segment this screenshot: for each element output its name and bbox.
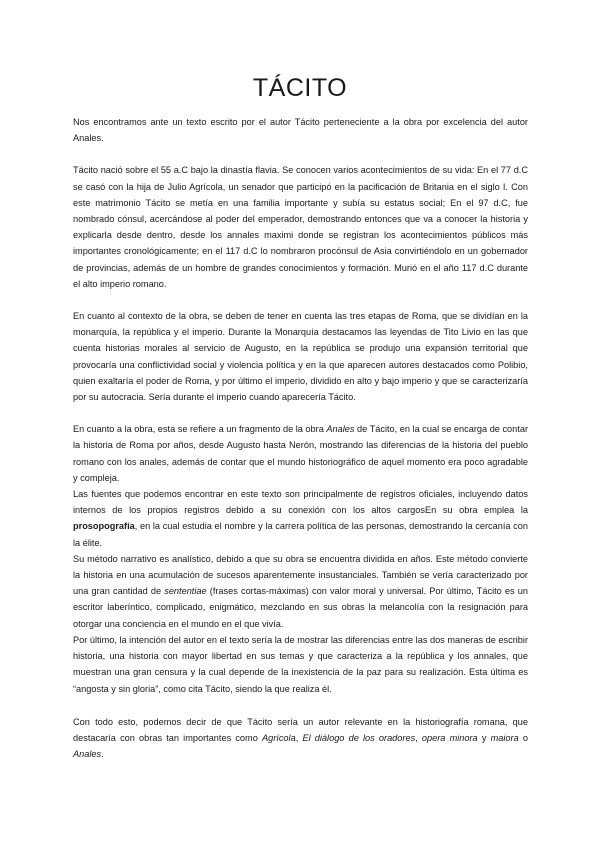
conclusion-separator: y (477, 732, 491, 743)
work-paragraph (73, 421, 528, 486)
conclusion-separator: , (415, 732, 422, 743)
sources-paragraph (73, 486, 528, 551)
method-paragraph (73, 551, 528, 632)
conclusion-work-agricola: Agrícola (261, 732, 296, 743)
work-title-anales: Anales (326, 424, 355, 435)
conclusion-work-dialogo: El diálogo de los oradores (302, 732, 416, 743)
page-title: TÁCITO (252, 74, 348, 102)
context-paragraph: En cuanto al contexto de la obra, se deben de tener en cuenta las tres etapas de Roma, que se dividían en la monarquía, la república y el imperio. Durante la Monarquía destacamos las leyendas de Tito Livio en las que cuenta historias morales al servicio de Augusto, en la república se produjo una expansión territorial que provocaría una conflictividad social y violencia política y en la que aparecen autores destacados como Polibio, quien exaltaría el poder de Roma, y por último el imperio, dividido en alto y bajo imperio y que se caracterizaría por su autocracia. Sería durante el imperio cuando aparecería Tácito. (73, 311, 528, 403)
sources-bold-term: prosopografía (73, 521, 135, 532)
conclusion-work-anales: Anales (73, 749, 102, 760)
sources-text-before: Las fuentes que podemos encontrar en este texto son principalmente de registros oficiales, incluyendo datos internos de los propios registros debido a su conexión con los altos cargosEn su obra emplea la (73, 489, 528, 516)
conclusion-separator: , (295, 732, 303, 743)
work-text-after: de Tácito, en la cual se encarga de contar la historia de Roma por años, desde Augusto hasta Nerón, mostrando las diferencias de la historia del pueblo romano con los anales, además de contar que el mundo historiográfico de aquel momento era poco agradable y compleja. (73, 424, 529, 483)
biography-paragraph: Tácito nació sobre el 55 a.C bajo la dinastía flavia. Se conocen varios acontecimientos de su vida: En el 77 d.C se casó con la hija de Julio Agrícola, un senador que participó en la pacificación de Britania en el siglo I. Con este matrimonio Tácito se metía en una familia importante y subía su estatus social; En el 97 d.C, fue nombrado cónsul, acercándose al poder del emperador, demostrando entonces que va a conocer la historia y explicarla desde dentro, desde los annales maximi donde se registran los acontecimientos públicos más importantes cronológicamente; en el 117 d.C lo nombraron procónsul de Asia convirtiéndolo en un gobernador de provincias, además de un hombre de grandes conocimientos y formación. Murió en el año 117 d.C durante el alto imperio romano. (73, 165, 528, 289)
conclusion-separator: o (518, 732, 529, 743)
conclusion-work-opera-minora: opera minora (421, 732, 478, 743)
intention-paragraph: Por último, la intención del autor en el texto sería la de mostrar las diferencias entre las dos maneras de escribir historia, una historia con mayor libertad en sus temas y que caracteriza a la república y los annales, que muestran una gran censura y la cual depende de la inexistencia de la paz para su realización. Esta última es “angosta y sin gloria”, como cita Tácito, siendo la que realiza él. (73, 634, 529, 694)
document-body (73, 114, 528, 762)
method-text-before: Su método narrativo es analístico, debido a que su obra se encuentra dividida en años. Este método convierte la historia en una acumulación de sucesos aparentemente insustanciales. También se vería caracterizado por una gran cantidad de (73, 553, 528, 597)
work-text-before: En cuanto a la obra, esta se refiere a un fragmento de la obra (73, 424, 327, 435)
method-text-after: (frases cortas-máximas) con valor moral y universal. Por último, Tácito es un escritor laberíntico, complicado, enigmático, mezclando en sus obras la melancolía con la resignación para otorgar una conciencia en el mundo en el que vivía. (73, 586, 528, 629)
conclusion-text-before: Con todo esto, podemos decir de que Tácito sería un autor relevante en la historiografía romana, que destacaría con obras tan importantes como (73, 716, 528, 743)
intro-paragraph: Nos encontramos ante un texto escrito por el autor Tácito perteneciente a la obra por excelencia del autor Anales. (73, 117, 528, 144)
conclusion-work-maiora: maiora (490, 732, 519, 743)
conclusion-paragraph (73, 714, 528, 763)
sources-text-after: , en la cual estudia el nombre y la carrera política de las personas, demostrando la cercanía con la élite. (73, 521, 528, 548)
method-italic-term: sententiae (164, 586, 207, 597)
conclusion-end: . (101, 749, 104, 760)
